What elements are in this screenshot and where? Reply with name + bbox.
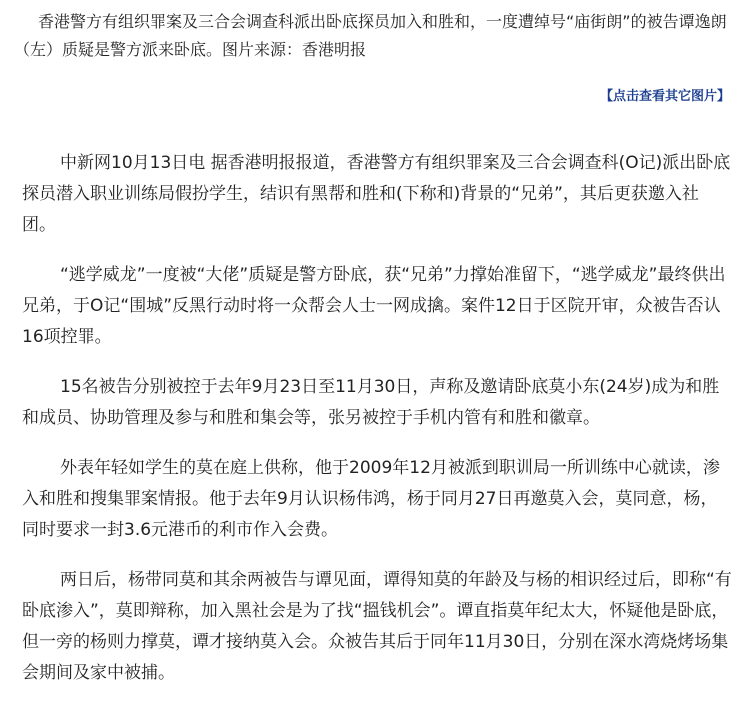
article-body — [22, 148, 732, 708]
article-paragraph-3: 15名被告分别被控于去年9月23日至11月30日，声称及邀请卧底莫小东(24岁)成为和胜和成员、协助管理及参与和胜和集会等，张另被控于手机内管有和胜和徽章。 — [22, 377, 720, 428]
more-images-link[interactable]: 【点击查看其它图片】 — [599, 89, 730, 104]
article-paragraph-1: 中新网10月13日电 据香港明报报道，香港警方有组织罪案及三合会调查科(O记)派出卧底探员潜入职业训练局假扮学生，结识有黑帮和胜和(下称和)背景的“兄弟”，其后更获邀入社团。 — [22, 153, 731, 235]
article-paragraph-4: 外表年轻如学生的莫在庭上供称，他于2009年12月被派到职训局一所训练中心就读，渗入和胜和搜集罪案情报。他于去年9月认识杨伟鸿，杨于同月27日再邀莫入会，莫同意，杨，同时要求一封3.6元港币的利市作入会费。 — [22, 458, 720, 540]
image-caption: 香港警方有组织罪案及三合会调查科派出卧底探员加入和胜和，一度遭绰号“庙街朗”的被告谭逸朗（左）质疑是警方派来卧底。图片来源：香港明报 — [14, 12, 727, 59]
article-paragraph-2: “逃学威龙”一度被“大佬”质疑是警方卧底，获“兄弟”力撑始准留下，“逃学威龙”最终供出兄弟，于O记“围城”反黑行动时将一众帮会人士一网成擒。案件12日于区院开审，众被告否认16项控罪。 — [22, 265, 726, 347]
article-paragraph-5: 两日后，杨带同莫和其余两被告与谭见面，谭得知莫的年龄及与杨的相识经过后，即称“有卧底渗入”，莫即辩称，加入黑社会是为了找“搵钱机会”。谭直指莫年纪太大，怀疑他是卧底，但一旁的杨则力撑莫，谭才接纳莫入会。众被告其后于同年11月30日，分别在深水湾烧烤场集会期间及家中被捕。 — [22, 570, 732, 683]
